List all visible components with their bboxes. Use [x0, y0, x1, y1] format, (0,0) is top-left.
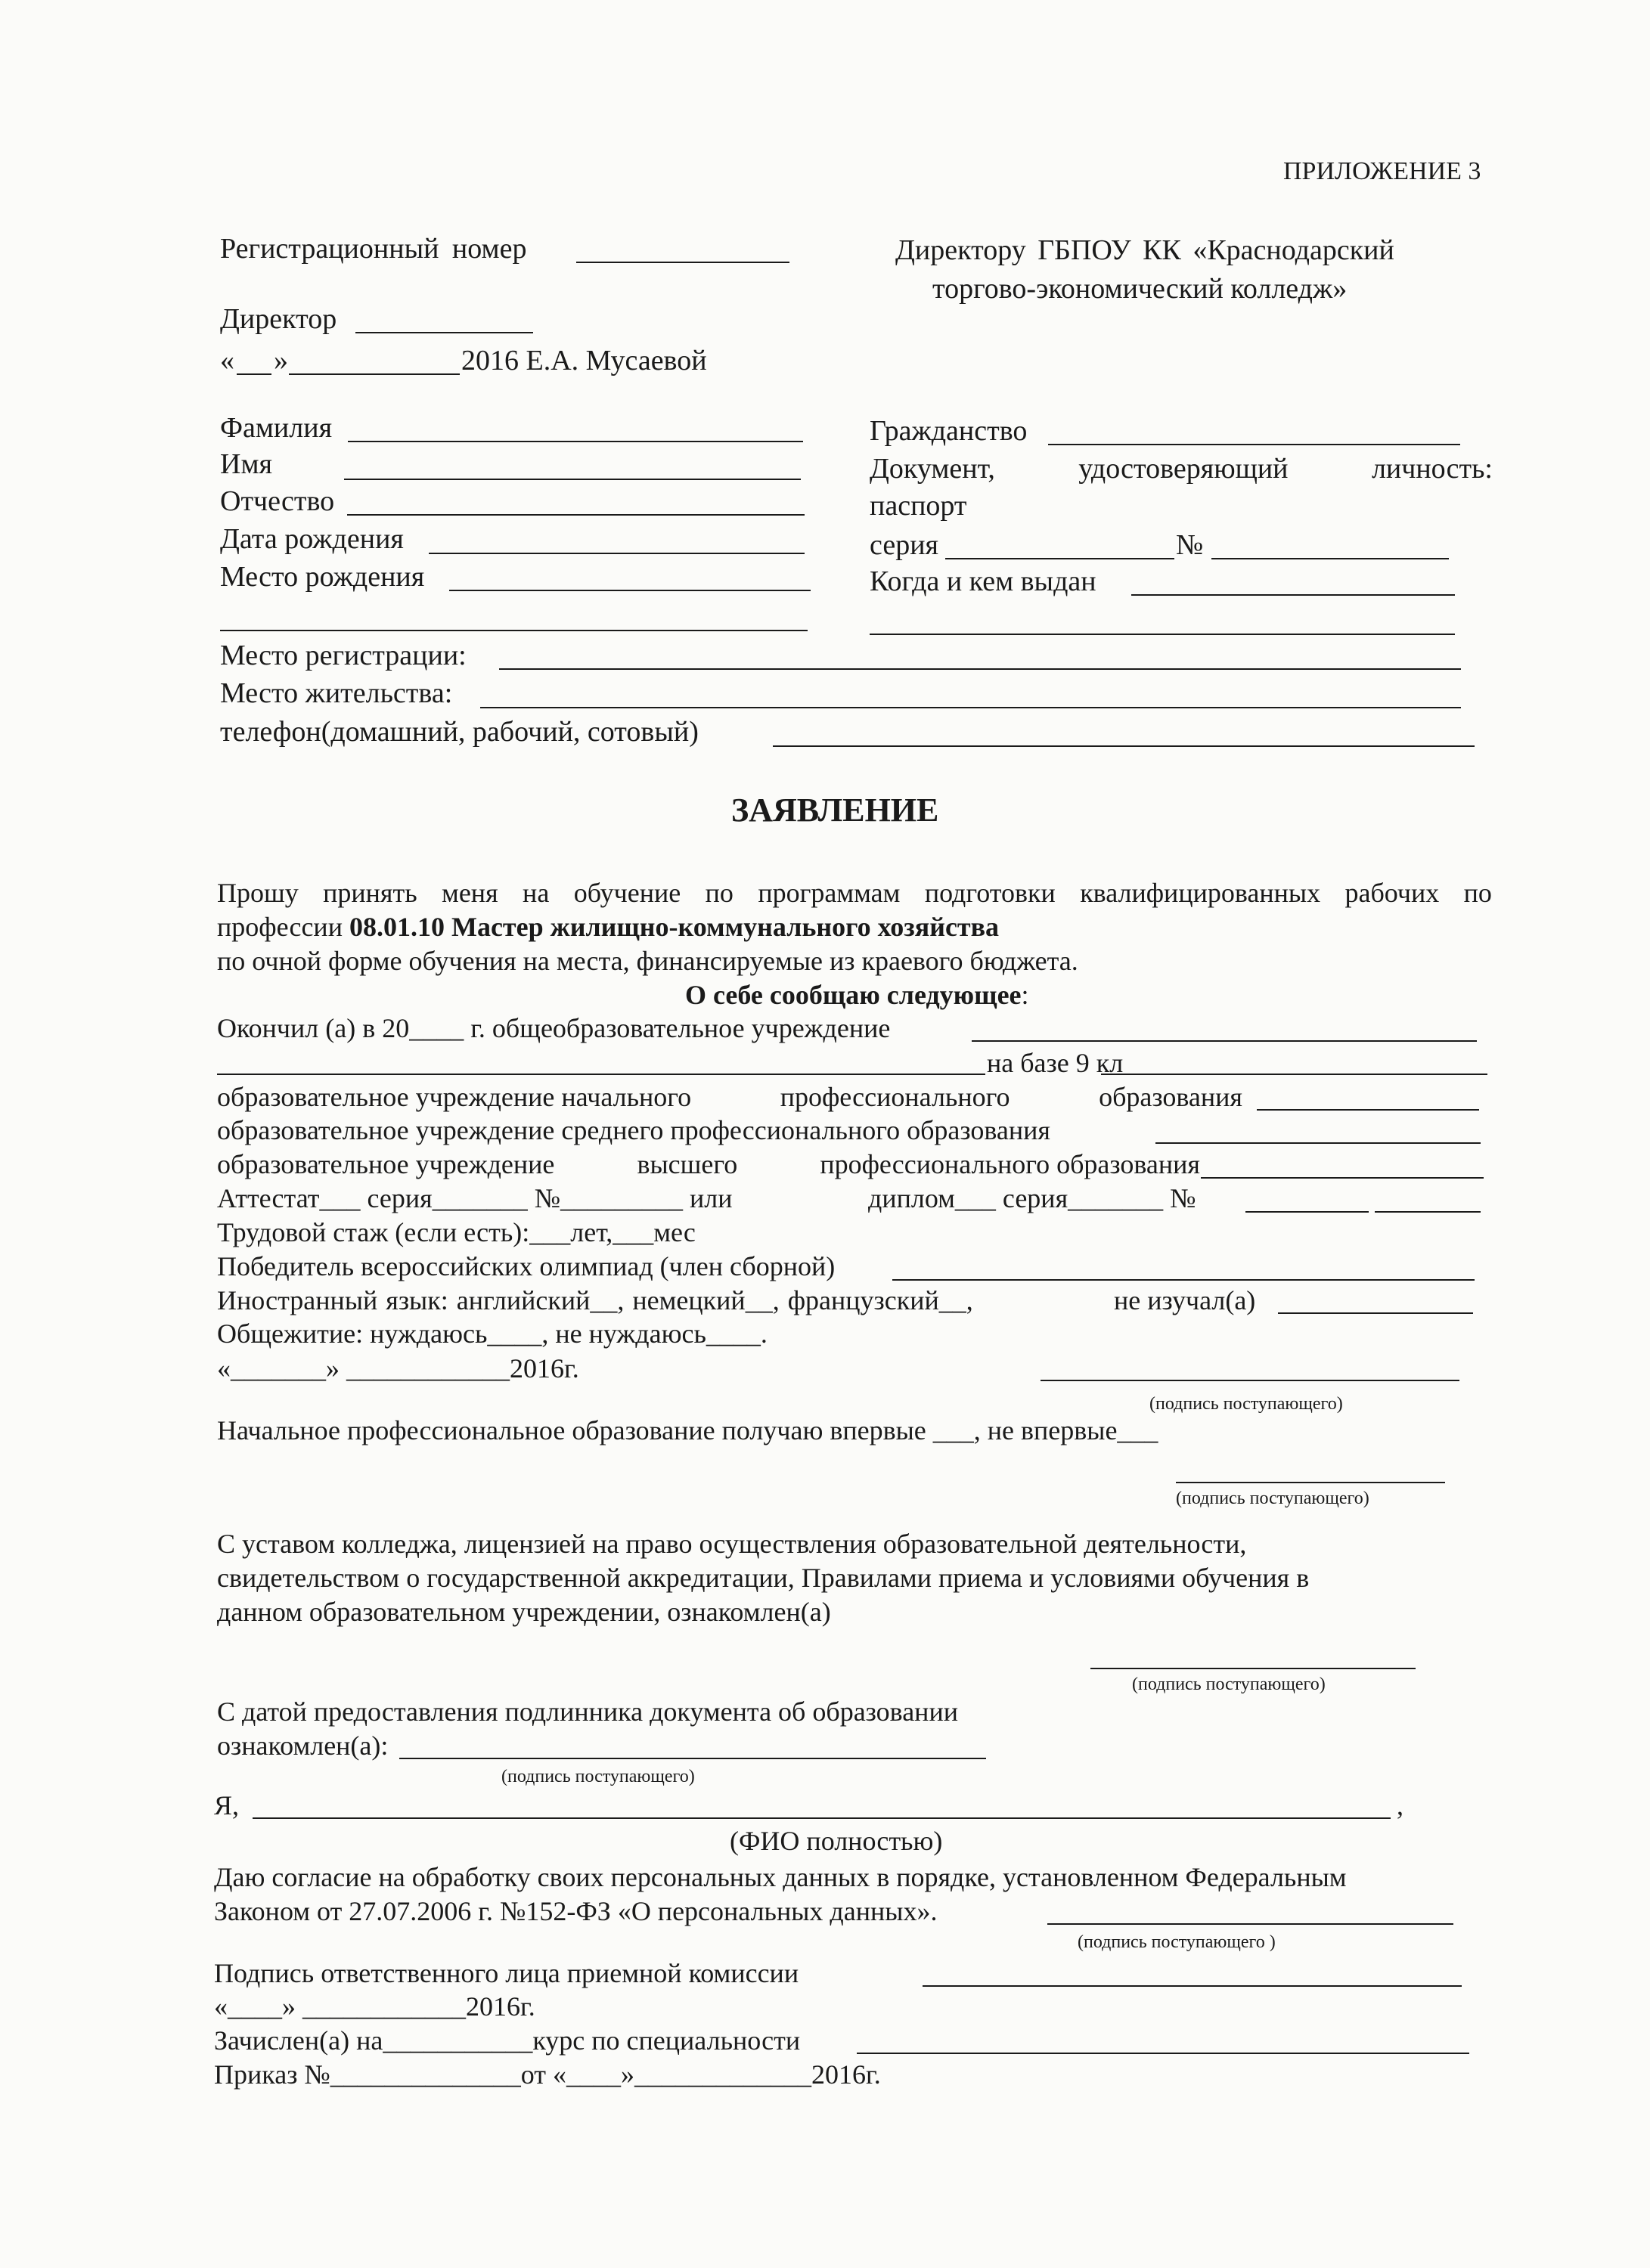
request-word: по: [1463, 878, 1492, 908]
consent-signature-field[interactable]: [1047, 1923, 1453, 1925]
signature-field-3[interactable]: [1090, 1668, 1416, 1669]
request-word: Прошу: [217, 878, 299, 908]
surname-label: Фамилия: [220, 412, 333, 444]
director-signature-field[interactable]: [355, 332, 533, 333]
request-word: программам: [758, 878, 901, 908]
residence-label: Место жительства:: [220, 677, 453, 709]
id-doc-word-3: личность:: [1371, 453, 1493, 485]
birth-place-field[interactable]: [449, 590, 811, 591]
spo-label: образовательное учреждение среднего профессионального образования: [217, 1115, 1050, 1145]
request-word: по: [705, 878, 734, 908]
request-word: на: [523, 878, 550, 908]
id-doc-word-2: удостоверяющий: [1078, 453, 1289, 485]
signature-caption-5: (подпись поступающего ): [1078, 1932, 1276, 1952]
signature-caption-2: (подпись поступающего): [1176, 1489, 1369, 1508]
dormitory-label: Общежитие: нуждаюсь____, не нуждаюсь____.: [217, 1318, 768, 1349]
graduated-school-field[interactable]: [972, 1040, 1477, 1042]
vpo-part: высшего: [637, 1149, 738, 1179]
olympiad-field[interactable]: [892, 1279, 1475, 1281]
passport-label: паспорт: [870, 490, 967, 522]
diploma-extra-field[interactable]: [1375, 1211, 1481, 1213]
about-heading-colon: :: [1021, 980, 1029, 1010]
fio-field[interactable]: [253, 1817, 1391, 1819]
id-doc-word-1: Документ,: [870, 453, 995, 485]
request-word: принять: [323, 878, 417, 908]
name-label: Имя: [220, 448, 272, 480]
director-label: Директор: [220, 303, 337, 335]
issued-field[interactable]: [1131, 594, 1455, 596]
request-word: рабочих: [1345, 878, 1440, 908]
birth-place-field-2[interactable]: [220, 630, 808, 631]
date-line-1: «_______» ____________2016г.: [217, 1353, 579, 1383]
birth-place-label: Место рождения: [220, 561, 425, 593]
npo-part: профессионального: [780, 1082, 1010, 1112]
passport-series-field[interactable]: [945, 558, 1174, 559]
specialty-field[interactable]: [857, 2053, 1469, 2054]
request-line-2: [217, 913, 999, 940]
commission-date: «____» ____________2016г.: [214, 1991, 535, 2022]
about-heading-text: О себе сообщаю следующее: [685, 980, 1022, 1010]
document-title: ЗАЯВЛЕНИЕ: [731, 792, 939, 829]
original-doc-signature-field[interactable]: [399, 1758, 986, 1759]
fio-caption: (ФИО полностью): [730, 1826, 943, 1856]
registration-field[interactable]: [499, 668, 1461, 670]
enrolled-label: Зачислен(а) на___________курс по специальности: [214, 2025, 801, 2056]
not-studied-label: не изучал(а): [1114, 1285, 1256, 1315]
language-label: Иностранный язык: английский__, немецкий__, французский__,: [217, 1285, 973, 1315]
diploma-number-field[interactable]: [1245, 1211, 1369, 1213]
citizenship-label: Гражданство: [870, 415, 1028, 447]
request-word: подготовки: [924, 878, 1056, 908]
request-word: обучение: [573, 878, 681, 908]
addressee-line-1: Директору ГБПОУ КК «Краснодарский: [895, 234, 1394, 266]
addressee-line-2: торгово-экономический колледж»: [932, 273, 1348, 305]
vpo-field[interactable]: [1201, 1177, 1484, 1179]
reg-number-label: Регистрационный номер: [220, 233, 527, 265]
request-line-3: по очной форме обучения на места, финансируемые из краевого бюджета.: [217, 946, 1078, 976]
npo-first-label: Начальное профессиональное образование получаю впервые ___, не впервые___: [217, 1415, 1158, 1445]
signature-field-1[interactable]: [1041, 1380, 1459, 1381]
issued-label: Когда и кем выдан: [870, 565, 1096, 597]
npo-part: образования: [1099, 1082, 1242, 1112]
graduated-label: Окончил (а) в 20____ г. общеобразовательное учреждение: [217, 1013, 891, 1043]
signature-caption-1: (подпись поступающего): [1149, 1394, 1343, 1414]
charter-line-1: С уставом колледжа, лицензией на право осуществления образовательной деятельности,: [217, 1529, 1247, 1559]
charter-line-2: свидетельством о государственной аккредитации, Правилами приема и условиями обучения в: [217, 1563, 1310, 1593]
profession-prefix: профессии: [217, 912, 343, 942]
base-9-label: на базе 9 кл: [987, 1048, 1124, 1078]
diploma-label: диплом___ серия_______ №: [868, 1183, 1196, 1213]
passport-number-sign: №: [1176, 529, 1204, 561]
patronymic-label: Отчество: [220, 485, 335, 517]
original-doc-line-2: ознакомлен(а):: [217, 1730, 389, 1761]
director-year-name: 2016 Е.А. Мусаевой: [461, 345, 707, 376]
fio-comma: ,: [1397, 1790, 1403, 1820]
base-9-field[interactable]: [1101, 1074, 1487, 1075]
profession-name: 08.01.10 Мастер жилищно-коммунального хозяйства: [349, 912, 1000, 942]
charter-line-3: данном образовательном учреждении, ознакомлен(а): [217, 1597, 831, 1627]
phone-field[interactable]: [773, 745, 1475, 747]
registration-label: Место регистрации:: [220, 640, 467, 671]
reg-number-field[interactable]: [576, 262, 789, 263]
birth-date-label: Дата рождения: [220, 523, 404, 555]
issued-field-2[interactable]: [870, 634, 1455, 635]
attestat-label: Аттестат___ серия_______ №_________ или: [217, 1183, 733, 1213]
vpo-part: образовательное учреждение: [217, 1149, 555, 1179]
original-doc-line-1: С датой предоставления подлинника документа об образовании: [217, 1696, 958, 1727]
school-name-field-2[interactable]: [217, 1074, 985, 1075]
signature-caption-3: (подпись поступающего): [1132, 1675, 1326, 1694]
id-document-line: [870, 454, 1493, 483]
request-word: квалифицированных: [1080, 878, 1321, 908]
phone-label: телефон(домашний, рабочий, сотовый): [220, 716, 699, 748]
director-date-close-quote: »: [274, 345, 288, 376]
signature-field-2[interactable]: [1176, 1482, 1445, 1483]
work-experience-label: Трудовой стаж (если есть):___лет,___мес: [217, 1217, 696, 1247]
director-month-field[interactable]: [289, 373, 460, 375]
patronymic-field[interactable]: [347, 514, 805, 516]
appendix-label: ПРИЛОЖЕНИЕ 3: [1283, 157, 1481, 185]
i-label: Я,: [214, 1790, 240, 1820]
consent-line-2: Законом от 27.07.2006 г. №152-ФЗ «О персональных данных».: [214, 1896, 938, 1926]
commission-signature-field[interactable]: [923, 1985, 1462, 1987]
passport-series-label: серия: [870, 529, 939, 561]
surname-field[interactable]: [348, 441, 803, 442]
name-field[interactable]: [344, 479, 801, 480]
commission-sign-label: Подпись ответственного лица приемной комиссии: [214, 1958, 799, 1988]
vpo-part: профессионального образования: [820, 1149, 1200, 1179]
vpo-line: [217, 1151, 1200, 1178]
request-line-1: [217, 879, 1492, 906]
order-line: Приказ №______________от «____»_____________2016г.: [214, 2059, 881, 2090]
request-word: меня: [442, 878, 498, 908]
npo-part: образовательное учреждение начального: [217, 1082, 692, 1112]
spo-field[interactable]: [1155, 1142, 1481, 1144]
director-day-field[interactable]: [237, 373, 271, 375]
npo-line: [217, 1083, 1242, 1111]
passport-number-field[interactable]: [1211, 558, 1449, 559]
signature-caption-4: (подпись поступающего): [501, 1767, 695, 1786]
language-field[interactable]: [1278, 1312, 1473, 1314]
birth-date-field[interactable]: [429, 553, 805, 554]
about-heading: [685, 981, 1029, 1009]
director-date-open-quote: «: [220, 345, 234, 376]
residence-field[interactable]: [480, 707, 1461, 708]
citizenship-field[interactable]: [1048, 444, 1460, 445]
olympiad-label: Победитель всероссийских олимпиад (член сборной): [217, 1251, 836, 1281]
consent-line-1: Даю согласие на обработку своих персональных данных в порядке, установленном Федеральным: [214, 1862, 1347, 1892]
npo-field[interactable]: [1257, 1109, 1479, 1111]
